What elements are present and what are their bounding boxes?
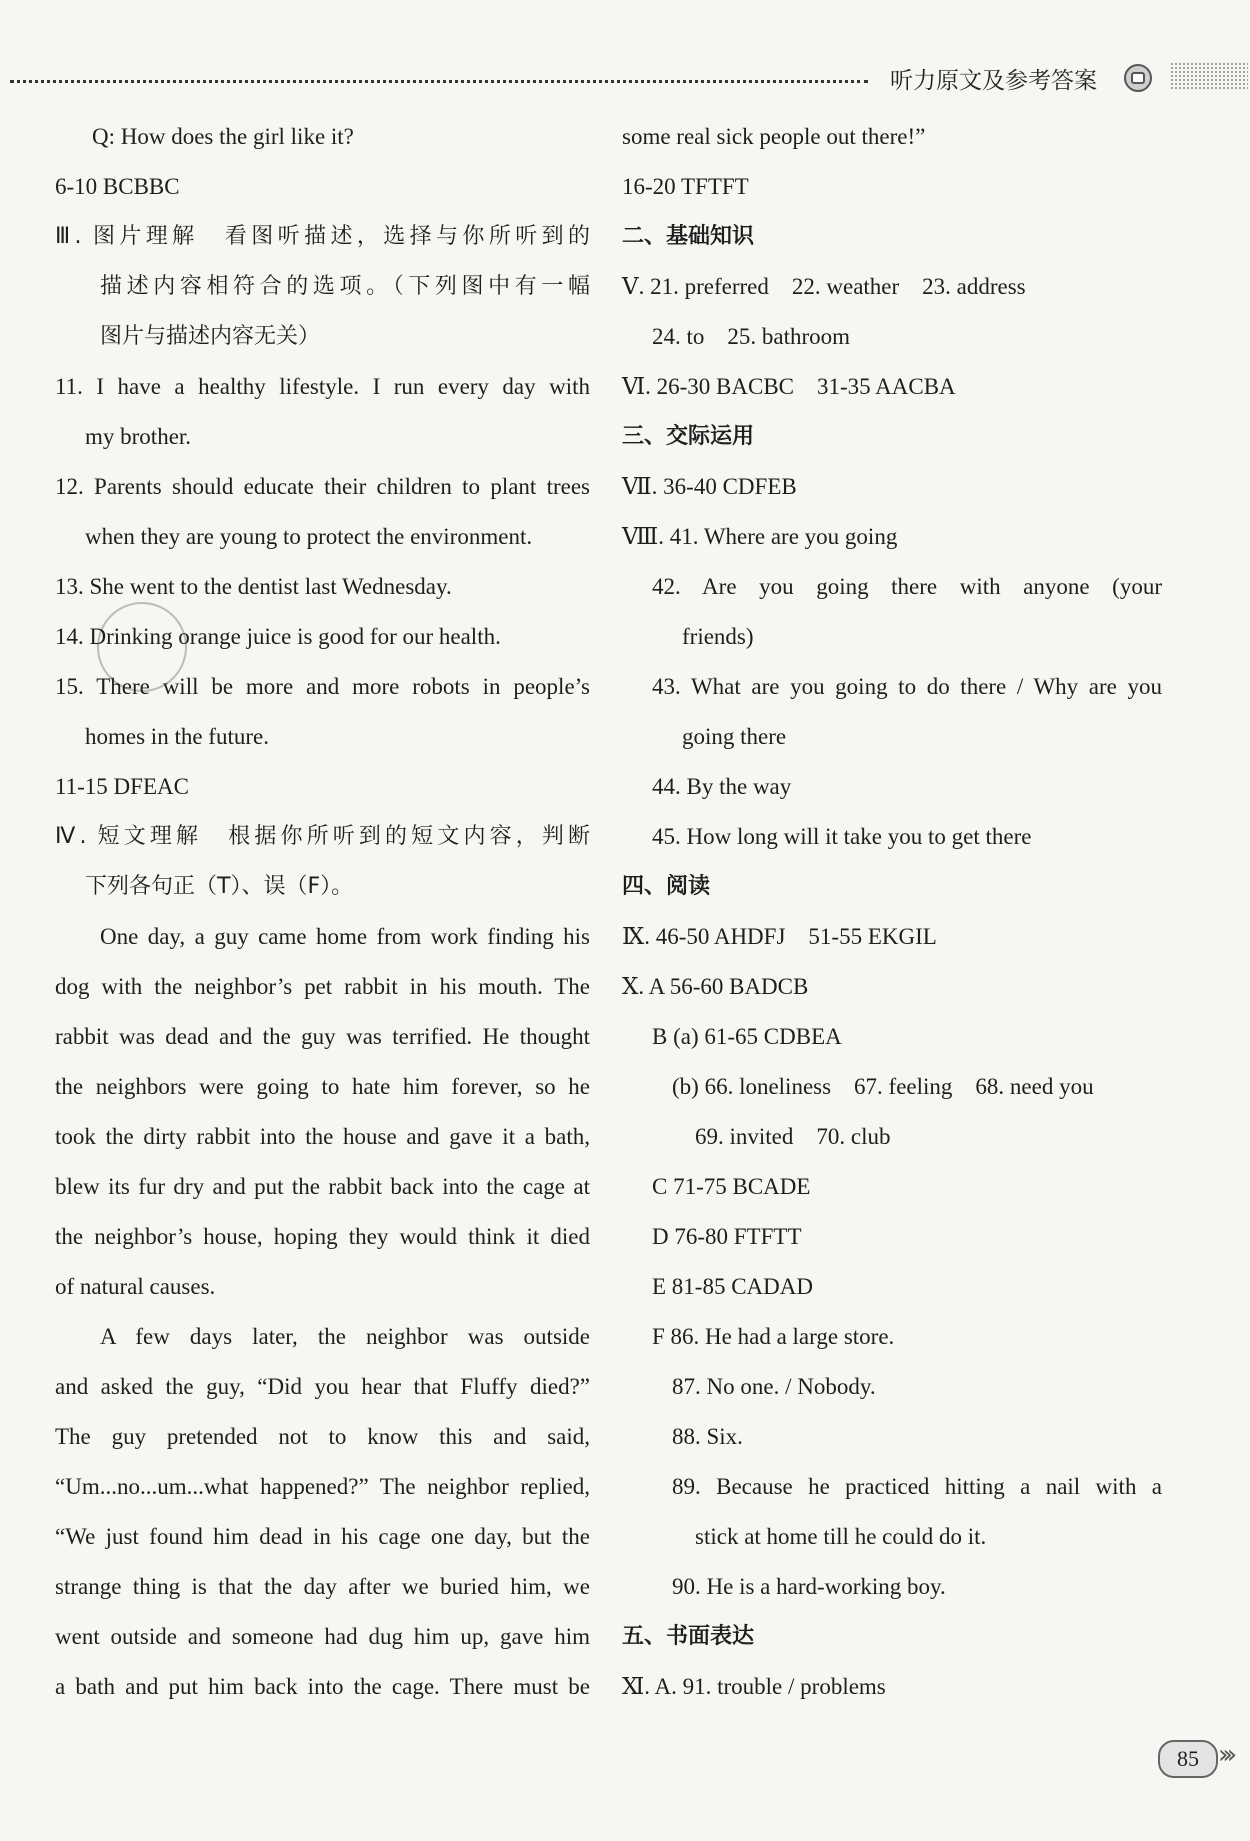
text-line: 13. She went to the dentist last Wednesday.: [55, 574, 452, 599]
text-line: when they are young to protect the environment.: [85, 524, 533, 549]
text-line: and asked the guy, “Did you hear that Fluffy died?”: [55, 1374, 590, 1399]
text-line: 45. How long will it take you to get there: [652, 824, 1032, 849]
header-title: 听力原文及参考答案: [890, 68, 1097, 94]
text-line: Ⅳ. 短文理解 根据你所听到的短文内容，判断: [55, 824, 590, 849]
header-dotted-rule: [10, 80, 868, 83]
text-line: F 86. He had a large store.: [652, 1324, 895, 1349]
text-line: rabbit was dead and the guy was terrified. He thought: [55, 1024, 590, 1049]
text-line: A few days later, the neighbor was outside: [100, 1324, 590, 1349]
text-line: Ⅵ. 26-30 BACBC 31-35 AACBA: [622, 374, 956, 399]
text-line: 44. By the way: [652, 774, 792, 799]
text-line: D 76-80 FTFTT: [652, 1224, 802, 1249]
text-line: of natural causes.: [55, 1274, 216, 1299]
text-line: (b) 66. loneliness 67. feeling 68. need you: [672, 1074, 1094, 1099]
text-line: a bath and put him back into the cage. There must be: [55, 1674, 590, 1699]
text-line: 14. Drinking orange juice is good for our health.: [55, 624, 501, 649]
header-badge-icon: [1124, 64, 1152, 92]
text-line: 88. Six.: [672, 1424, 743, 1449]
text-line: Ⅹ. A 56-60 BADCB: [622, 974, 809, 999]
text-line: went outside and someone had dug him up, gave him: [55, 1624, 590, 1649]
text-line: stick at home till he could do it.: [695, 1524, 987, 1549]
chevrons-right-icon: ›››: [1218, 1740, 1232, 1770]
text-line: 11. I have a healthy lifestyle. I run every day with: [55, 374, 590, 399]
text-line: the neighbor’s house, hoping they would think it died: [55, 1224, 590, 1249]
text-line: Ⅷ. 41. Where are you going: [622, 524, 898, 549]
text-line: Ⅸ. 46-50 AHDFJ 51-55 EKGIL: [622, 924, 937, 949]
text-line: “We just found him dead in his cage one day, but the: [55, 1524, 590, 1549]
section-heading: 二、基础知识: [622, 224, 755, 249]
text-line: my brother.: [85, 424, 192, 449]
text-line: 11-15 DFEAC: [55, 774, 189, 799]
text-line: B (a) 61-65 CDBEA: [652, 1024, 842, 1049]
section-heading: 五、书面表达: [622, 1624, 755, 1649]
text-line: C 71-75 BCADE: [652, 1174, 811, 1199]
text-line: 90. He is a hard-working boy.: [672, 1574, 946, 1599]
text-line: 12. Parents should educate their children to plant trees: [55, 474, 590, 499]
text-line: 15. There will be more and more robots in people’s: [55, 674, 590, 699]
text-line: strange thing is that the day after we buried him, we: [55, 1574, 590, 1599]
right-column: [622, 112, 1162, 1712]
text-line: homes in the future.: [85, 724, 269, 749]
text-line: going there: [682, 724, 787, 749]
text-line: 图片与描述内容无关）: [100, 324, 321, 349]
text-line: 43. What are you going to do there / Why are you: [652, 674, 1162, 699]
text-line: friends): [682, 624, 754, 649]
text-line: Ⅺ. A. 91. trouble / problems: [622, 1674, 886, 1699]
text-line: The guy pretended not to know this and said,: [55, 1424, 590, 1449]
section-heading: 四、阅读: [622, 874, 711, 899]
text-line: dog with the neighbor’s pet rabbit in his mouth. The: [55, 974, 590, 999]
text-line: 16-20 TFTFT: [622, 174, 749, 199]
text-line: 42. Are you going there with anyone (your: [652, 574, 1162, 599]
left-column: [55, 112, 590, 1712]
text-line: Ⅶ. 36-40 CDFEB: [622, 474, 797, 499]
text-line: One day, a guy came home from work finding his: [100, 924, 590, 949]
text-line: 24. to 25. bathroom: [652, 324, 851, 349]
text-line: Ⅲ. 图片理解 看图听描述，选择与你所听到的: [55, 224, 590, 249]
text-line: E 81-85 CADAD: [652, 1274, 813, 1299]
text-line: “Um...no...um...what happened?” The neighbor replied,: [55, 1474, 590, 1499]
text-line: the neighbors were going to hate him forever, so he: [55, 1074, 590, 1099]
text-line: took the dirty rabbit into the house and gave it a bath,: [55, 1124, 590, 1149]
text-line: 6-10 BCBBC: [55, 174, 180, 199]
text-line: 描述内容相符合的选项。（下列图中有一幅: [100, 274, 590, 299]
text-line: 69. invited 70. club: [695, 1124, 891, 1149]
text-line: some real sick people out there!”: [622, 124, 926, 149]
text-line: Q: How does the girl like it?: [92, 124, 354, 149]
text-line: blew its fur dry and put the rabbit back into the cage at: [55, 1174, 590, 1199]
text-line: 下列各句正（T）、误（F）。: [85, 874, 354, 899]
text-line: Ⅴ. 21. preferred 22. weather 23. address: [622, 274, 1026, 299]
section-heading: 三、交际运用: [622, 424, 755, 449]
page-number: 85: [1158, 1740, 1218, 1778]
header-dot-pattern: [1170, 62, 1248, 90]
text-line: 87. No one. / Nobody.: [672, 1374, 876, 1399]
text-line: 89. Because he practiced hitting a nail with a: [672, 1474, 1162, 1499]
